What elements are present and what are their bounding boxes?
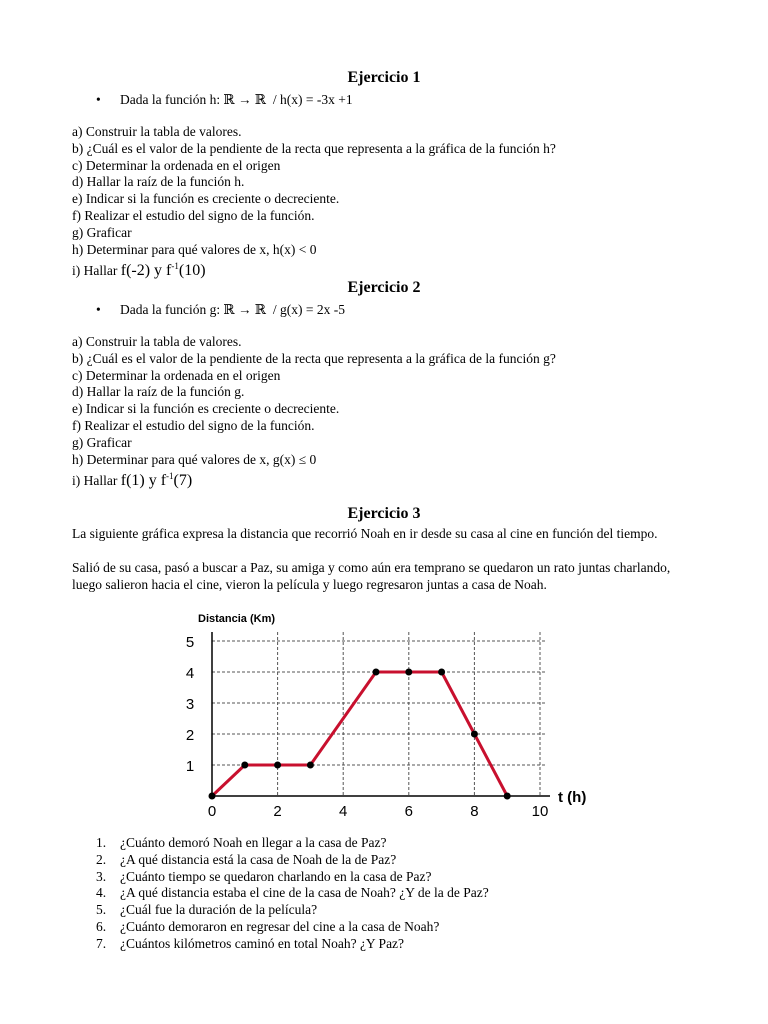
item-i-prefix: i) Hallar [72, 473, 118, 488]
question-item [96, 869, 432, 885]
item-i-expr-a: f(-2) y f [120, 262, 172, 279]
exercise-1-title: Ejercicio 1 [347, 69, 421, 86]
item-i-sup: -1 [166, 471, 174, 481]
data-point [209, 793, 216, 800]
exercise-item: g) Graficar [72, 434, 132, 450]
question-item [96, 852, 396, 868]
x-tick-label: 2 [273, 803, 282, 820]
bullet-icon: • [96, 92, 101, 107]
exercise-item: b) ¿Cuál es el valor de la pendiente de la recta que representa a la gráfica de la función h? [72, 140, 556, 156]
exercise-item: e) Indicar si la función es creciente o decreciente. [72, 191, 340, 207]
exercise-2-domain: Dada la función g: ℝ → ℝ [120, 302, 267, 317]
exercise-1-domain: Dada la función h: ℝ → ℝ [120, 92, 267, 107]
chart-grid [212, 632, 546, 796]
data-point [241, 762, 248, 769]
data-point [504, 793, 511, 800]
chart-labels [186, 613, 587, 820]
exercise-item: c) Determinar la ordenada en el origen [72, 157, 281, 173]
exercise-item: g) Graficar [72, 224, 132, 240]
exercise-2-function: / g(x) = 2x -5 [272, 302, 346, 317]
x-tick-label: 8 [470, 803, 479, 820]
exercise-item: a) Construir la tabla de valores. [72, 334, 242, 349]
x-tick-label: 6 [404, 803, 413, 820]
question-text: ¿Cuántos kilómetros caminó en total Noah? ¿Y Paz? [120, 935, 405, 951]
question-item [96, 885, 489, 901]
exercise-2-title: Ejercicio 2 [347, 279, 421, 296]
question-number: 5. [96, 902, 107, 918]
item-i-expr-a: f(1) y f [120, 472, 167, 489]
question-number: 2. [96, 851, 107, 867]
exercise-3-paragraph-2: Salió de su casa, pasó a buscar a Paz, su amiga y como aún era temprano se quedaron un rato juntas charlando, luego salieron hacia el cine, vieron la película y luego regresaron juntas a casa de Noah. [72, 560, 671, 592]
exercise-3-paragraph-1: La siguiente gráfica expresa la distancia que recorrió Noah en ir desde su casa al cine en función del tiempo. [72, 526, 658, 541]
data-point [438, 669, 445, 676]
question-number: 4. [96, 885, 107, 901]
exercise-item: f) Realizar el estudio del signo de la función. [72, 418, 315, 433]
data-point [405, 669, 412, 676]
question-text: ¿Cuál fue la duración de la película? [120, 902, 318, 918]
exercise-1-bullet [96, 92, 353, 108]
item-i-expression [121, 472, 192, 489]
item-i-expr-b: (7) [173, 472, 193, 489]
question-item [96, 919, 439, 935]
question-text: ¿Cuánto tiempo se quedaron charlando en la casa de Paz? [120, 868, 432, 884]
item-i-sup: -1 [171, 261, 179, 271]
question-text: ¿A qué distancia está la casa de Noah de la de Paz? [120, 851, 397, 867]
x-tick-label: 10 [531, 803, 549, 820]
distance-time-chart [0, 602, 768, 832]
question-item [96, 936, 404, 952]
question-text: ¿A qué distancia estaba el cine de la casa de Noah? ¿Y de la de Paz? [120, 885, 489, 901]
item-i-expr-b: (10) [178, 262, 206, 279]
question-number: 6. [96, 919, 107, 934]
exercise-item: b) ¿Cuál es el valor de la pendiente de la recta que representa a la gráfica de la función g? [72, 350, 556, 366]
exercise-item: f) Realizar el estudio del signo de la función. [72, 208, 315, 223]
question-text: ¿Cuánto demoró Noah en llegar a la casa de Paz? [120, 835, 387, 850]
question-number: 3. [96, 868, 107, 884]
chart-axes [212, 632, 550, 796]
x-axis-title: t (h) [558, 789, 587, 806]
question-number: 1. [96, 835, 107, 850]
exercise-item: h) Determinar para qué valores de x, g(x) ≤ 0 [72, 451, 317, 467]
question-item [96, 835, 387, 851]
exercise-item: a) Construir la tabla de valores. [72, 124, 242, 139]
question-number: 7. [96, 935, 107, 951]
y-tick-label: 3 [185, 696, 195, 713]
exercise-2-bullet [96, 302, 345, 318]
exercise-item: d) Hallar la raíz de la función h. [72, 174, 245, 190]
exercise-1-function: / h(x) = -3x +1 [272, 92, 353, 107]
question-item [96, 902, 317, 918]
x-tick-label: 4 [339, 803, 348, 820]
data-point [471, 731, 478, 738]
data-point [373, 669, 380, 676]
bullet-icon: • [96, 302, 101, 317]
data-point [307, 762, 314, 769]
y-tick-label: 1 [185, 758, 195, 775]
exercise-item: d) Hallar la raíz de la función g. [72, 384, 245, 400]
y-axis-title: Distancia (Km) [198, 613, 276, 625]
exercise-item: e) Indicar si la función es creciente o decreciente. [72, 401, 340, 417]
y-tick-label: 5 [185, 634, 195, 651]
exercise-item: c) Determinar la ordenada en el origen [72, 367, 281, 383]
exercise-2-item-i [72, 471, 192, 490]
x-tick-label: 0 [207, 803, 217, 820]
question-text: ¿Cuánto demoraron en regresar del cine a la casa de Noah? [120, 919, 440, 934]
exercise-3-title: Ejercicio 3 [347, 505, 421, 522]
y-tick-label: 2 [185, 727, 195, 744]
exercise-1-item-i [72, 261, 206, 280]
y-tick-label: 4 [185, 665, 195, 682]
item-i-prefix: i) Hallar [72, 263, 118, 278]
data-point [274, 762, 281, 769]
exercise-item: h) Determinar para qué valores de x, h(x) < 0 [72, 241, 317, 257]
item-i-expression [121, 262, 206, 279]
